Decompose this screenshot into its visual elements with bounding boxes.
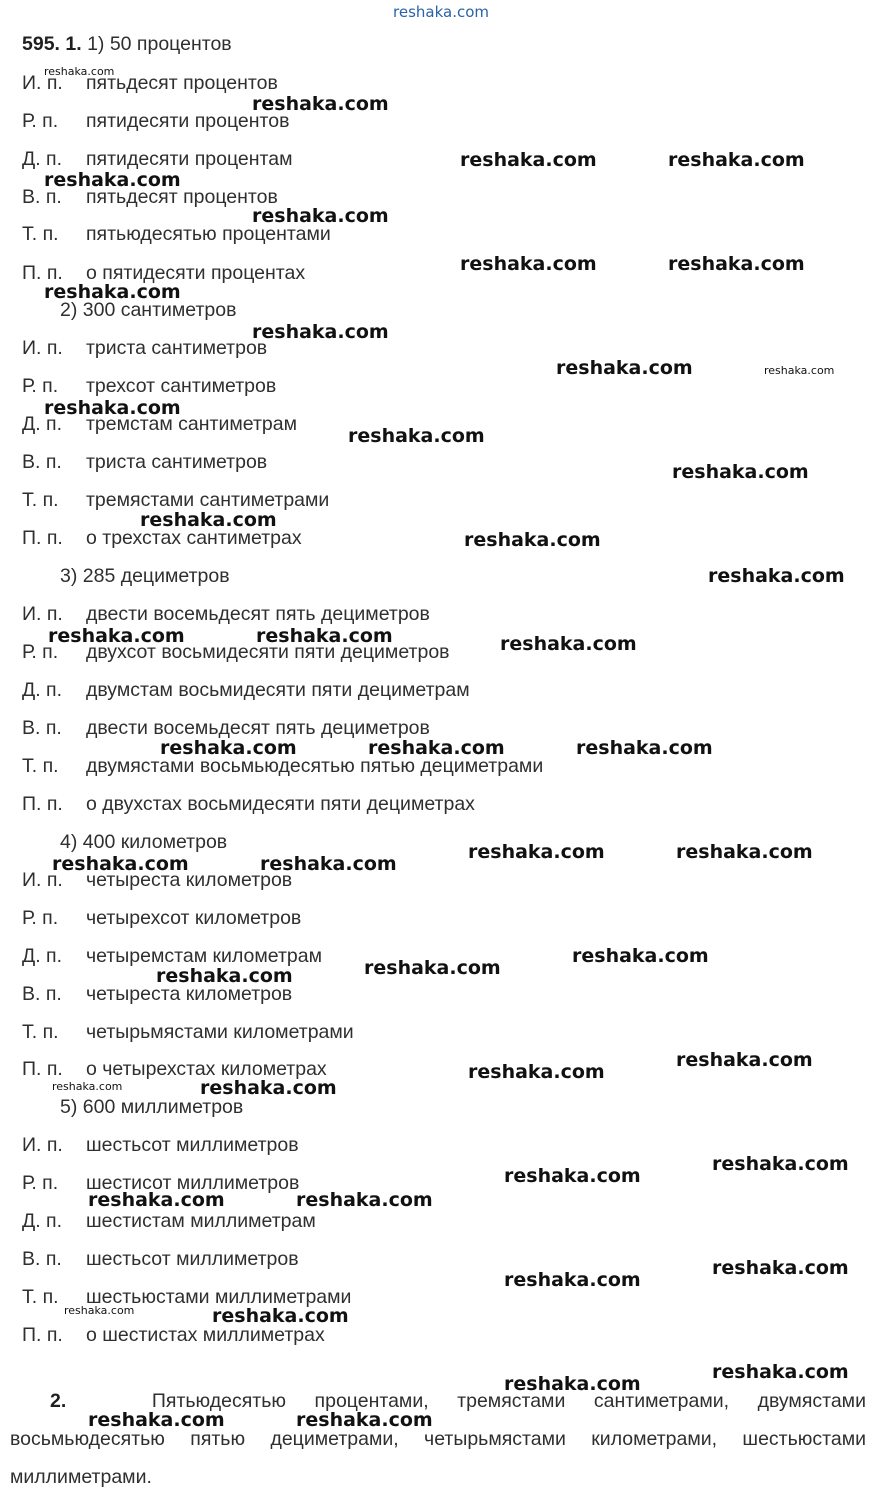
case-text: четырехсот километров bbox=[86, 907, 302, 929]
case-row bbox=[22, 678, 470, 702]
case-text: о четырехстах километрах bbox=[86, 1058, 327, 1080]
part2-number: 2. bbox=[50, 1390, 67, 1412]
watermark: reshaka.com bbox=[88, 1409, 225, 1431]
watermark: reshaka.com bbox=[504, 1269, 641, 1291]
watermark: reshaka.com bbox=[296, 1409, 433, 1431]
case-label: Р. п. bbox=[22, 641, 59, 663]
case-row bbox=[22, 906, 301, 930]
case-label: В. п. bbox=[22, 717, 62, 739]
case-text: триста сантиметров bbox=[86, 337, 268, 359]
watermark: reshaka.com bbox=[676, 841, 813, 863]
watermark: reshaka.com bbox=[712, 1361, 849, 1383]
watermark: reshaka.com bbox=[256, 625, 393, 647]
part2-line-2: восьмьюдесятью пятью дециметрами, четырьмястами километрами, шестьюстами bbox=[10, 1428, 866, 1450]
watermark: reshaka.com bbox=[88, 1189, 225, 1211]
case-text: шестистам миллиметрам bbox=[86, 1210, 316, 1232]
case-label: Р. п. bbox=[22, 1172, 59, 1194]
watermark: reshaka.com bbox=[672, 461, 809, 483]
section-heading-3: 3) 285 дециметров bbox=[60, 565, 230, 587]
case-label: Т. п. bbox=[22, 223, 59, 245]
case-label: В. п. bbox=[22, 451, 62, 473]
watermark: reshaka.com bbox=[44, 281, 181, 303]
case-label: Т. п. bbox=[22, 755, 59, 777]
section-heading-2: 2) 300 сантиметров bbox=[60, 299, 237, 321]
case-text: двести восемьдесят пять дециметров bbox=[86, 603, 430, 625]
watermark: reshaka.com bbox=[676, 1049, 813, 1071]
case-label: И. п. bbox=[22, 1134, 63, 1156]
section-heading-1: 1) 50 процентов bbox=[87, 33, 232, 55]
case-text: четыремстам километрам bbox=[86, 945, 323, 967]
case-row bbox=[22, 336, 267, 360]
case-text: о двухстах восьмидесяти пяти дециметрах bbox=[86, 793, 475, 815]
watermark: reshaka.com bbox=[252, 93, 389, 115]
watermark: reshaka.com bbox=[252, 205, 389, 227]
case-row bbox=[22, 1209, 316, 1233]
case-row bbox=[22, 1020, 354, 1044]
case-label: И. п. bbox=[22, 337, 63, 359]
case-text: шестьюстами миллиметрами bbox=[86, 1286, 352, 1308]
case-label: Р. п. bbox=[22, 110, 59, 132]
case-text: пятьдесят процентов bbox=[86, 186, 278, 208]
watermark: reshaka.com bbox=[460, 253, 597, 275]
case-row bbox=[22, 792, 475, 816]
case-text: четырьмястами километрами bbox=[86, 1021, 354, 1043]
case-text: трехсот сантиметров bbox=[86, 375, 277, 397]
watermark: reshaka.com bbox=[44, 65, 115, 78]
section-heading-5: 5) 600 миллиметров bbox=[60, 1096, 244, 1118]
watermark: reshaka.com bbox=[44, 169, 181, 191]
case-text: о шестистах миллиметрах bbox=[86, 1324, 325, 1346]
case-label: И. п. bbox=[22, 72, 63, 94]
watermark: reshaka.com bbox=[712, 1257, 849, 1279]
watermark: reshaka.com bbox=[140, 509, 277, 531]
case-row bbox=[22, 109, 289, 133]
case-label: П. п. bbox=[22, 1324, 63, 1346]
case-label: П. п. bbox=[22, 527, 63, 549]
watermark: reshaka.com bbox=[52, 853, 189, 875]
watermark: reshaka.com bbox=[708, 565, 845, 587]
case-text: тремястами сантиметрами bbox=[86, 489, 330, 511]
case-label: Р. п. bbox=[22, 375, 59, 397]
section-heading-4: 4) 400 километров bbox=[60, 831, 228, 853]
watermark: reshaka.com bbox=[212, 1305, 349, 1327]
watermark: reshaka.com bbox=[200, 1077, 337, 1099]
case-label: П. п. bbox=[22, 1058, 63, 1080]
case-row bbox=[22, 602, 430, 626]
watermark: reshaka.com bbox=[252, 321, 389, 343]
case-text: двумястами восьмьюдесятью пятью дециметрами bbox=[86, 755, 544, 777]
case-text: двумстам восьмидесяти пяти дециметрам bbox=[86, 679, 470, 701]
watermark: reshaka.com bbox=[44, 397, 181, 419]
watermark: reshaka.com bbox=[260, 853, 397, 875]
case-text: двухсот восьмидесяти пяти дециметров bbox=[86, 641, 450, 663]
watermark: reshaka.com bbox=[668, 253, 805, 275]
case-text: шестисот миллиметров bbox=[86, 1172, 300, 1194]
watermark: reshaka.com bbox=[576, 737, 713, 759]
case-row bbox=[22, 450, 267, 474]
case-label: Д. п. bbox=[22, 413, 63, 435]
part2-line-3: миллиметрами. bbox=[10, 1466, 152, 1488]
watermark: reshaka.com bbox=[156, 965, 293, 987]
case-text: четыреста километров bbox=[86, 983, 293, 1005]
watermark: reshaka.com bbox=[764, 364, 835, 377]
watermark: reshaka.com bbox=[64, 1304, 135, 1317]
case-text: о пятидесяти процентах bbox=[86, 262, 306, 284]
case-text: пятидесяти процентов bbox=[86, 110, 290, 132]
case-label: Т. п. bbox=[22, 1286, 59, 1308]
task-title bbox=[22, 32, 232, 56]
watermark: reshaka.com bbox=[468, 841, 605, 863]
watermark: reshaka.com bbox=[368, 737, 505, 759]
watermark: reshaka.com bbox=[52, 1080, 123, 1093]
watermark: reshaka.com bbox=[556, 357, 693, 379]
case-label: И. п. bbox=[22, 603, 63, 625]
case-label: В. п. bbox=[22, 983, 62, 1005]
case-label: Т. п. bbox=[22, 1021, 59, 1043]
case-label: Д. п. bbox=[22, 148, 63, 170]
case-text: пятьдесят процентов bbox=[86, 72, 278, 94]
case-text: двести восемьдесят пять дециметров bbox=[86, 717, 430, 739]
part2-text-1: Пятьюдесятью процентами, тремястами сантиметрами, двумястами bbox=[151, 1390, 866, 1412]
case-text: шестьсот миллиметров bbox=[86, 1248, 299, 1270]
case-label: П. п. bbox=[22, 262, 63, 284]
header-watermark: reshaka.com bbox=[393, 3, 489, 21]
watermark: reshaka.com bbox=[504, 1165, 641, 1187]
task-number: 595. 1. bbox=[22, 33, 82, 55]
watermark: reshaka.com bbox=[48, 625, 185, 647]
case-label: В. п. bbox=[22, 1248, 62, 1270]
watermark: reshaka.com bbox=[364, 957, 501, 979]
case-text: четыреста километров bbox=[86, 869, 293, 891]
case-row bbox=[22, 147, 293, 171]
case-label: И. п. bbox=[22, 869, 63, 891]
case-row bbox=[22, 1247, 299, 1271]
case-label: Д. п. bbox=[22, 679, 63, 701]
watermark: reshaka.com bbox=[348, 425, 485, 447]
watermark: reshaka.com bbox=[668, 149, 805, 171]
case-label: Р. п. bbox=[22, 907, 59, 929]
case-text: триста сантиметров bbox=[86, 451, 268, 473]
case-text: пятьюдесятью процентами bbox=[86, 223, 331, 245]
case-label: П. п. bbox=[22, 793, 63, 815]
watermark: reshaka.com bbox=[712, 1153, 849, 1175]
case-text: пятидесяти процентам bbox=[86, 148, 293, 170]
watermark: reshaka.com bbox=[572, 945, 709, 967]
case-row bbox=[22, 374, 276, 398]
watermark: reshaka.com bbox=[504, 1373, 641, 1395]
watermark: reshaka.com bbox=[160, 737, 297, 759]
watermark: reshaka.com bbox=[460, 149, 597, 171]
case-text: тремстам сантиметрам bbox=[86, 413, 297, 435]
case-label: Т. п. bbox=[22, 489, 59, 511]
case-label: Д. п. bbox=[22, 1210, 63, 1232]
watermark: reshaka.com bbox=[464, 529, 601, 551]
watermark: reshaka.com bbox=[500, 633, 637, 655]
watermark: reshaka.com bbox=[296, 1189, 433, 1211]
case-text: шестьсот миллиметров bbox=[86, 1134, 299, 1156]
watermark: reshaka.com bbox=[468, 1061, 605, 1083]
case-label: Д. п. bbox=[22, 945, 63, 967]
case-label: В. п. bbox=[22, 186, 62, 208]
case-text: о трехстах сантиметрах bbox=[86, 527, 302, 549]
case-row bbox=[22, 1133, 299, 1157]
